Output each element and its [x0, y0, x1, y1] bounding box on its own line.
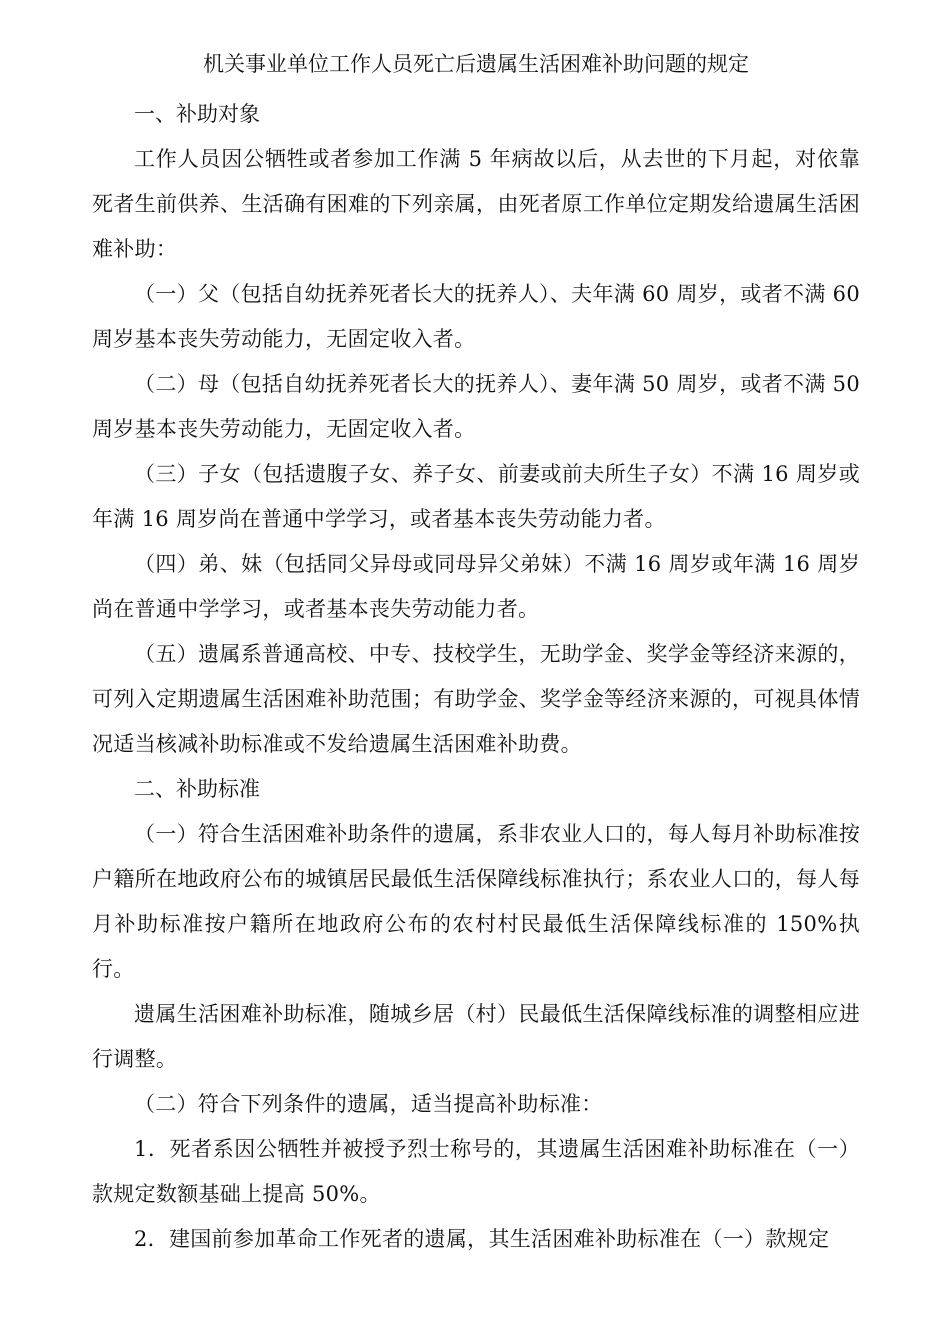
- section-heading-recipients: 一、补助对象: [134, 102, 260, 126]
- paragraph-item-5: （五）遗属系普通高校、中专、技校学生，无助学金、奖学金等经济来源的，可列入定期遗属生活困难补助范围；有助学金、奖学金等经济来源的，可视具体情况适当核减补助标准或不发给遗属生活困难补助费。: [92, 642, 860, 756]
- paragraph-standard-1: （一）符合生活困难补助条件的遗属，系非农业人口的，每人每月补助标准按户籍所在地政府公布的城镇居民最低生活保障线标准执行；系农业人口的，每人每月补助标准按户籍所在地政府公布的农村村民最低生活保障线标准的 150%执行。: [92, 822, 860, 981]
- paragraph-standard-2-2: 2．建国前参加革命工作死者的遗属，其生活困难补助标准在（一）款规定: [134, 1227, 830, 1251]
- paragraph-item-4: （四）弟、妹（包括同父异母或同母异父弟妹）不满 16 周岁或年满 16 周岁尚在普通中学学习，或者基本丧失劳动能力者。: [92, 552, 860, 621]
- paragraph-item-3: （三）子女（包括遗腹子女、养子女、前妻或前夫所生子女）不满 16 周岁或年满 16 周岁尚在普通中学学习，或者基本丧失劳动能力者。: [92, 462, 860, 531]
- paragraph-standard-2-1: 1．死者系因公牺牲并被授予烈士称号的，其遗属生活困难补助标准在（一）款规定数额基础上提高 50%。: [92, 1137, 860, 1206]
- paragraph-standard-2: （二）符合下列条件的遗属，适当提高补助标准：: [134, 1092, 603, 1116]
- paragraph-item-1: （一）父（包括自幼抚养死者长大的抚养人）、夫年满 60 周岁，或者不满 60 周岁基本丧失劳动能力，无固定收入者。: [92, 282, 860, 351]
- paragraph-intro: 工作人员因公牺牲或者参加工作满 5 年病故以后，从去世的下月起，对依靠死者生前供养、生活确有困难的下列亲属，由死者原工作单位定期发给遗属生活困难补助：: [92, 147, 860, 261]
- paragraph-item-2: （二）母（包括自幼抚养死者长大的抚养人）、妻年满 50 周岁，或者不满 50 周岁基本丧失劳动能力，无固定收入者。: [92, 372, 860, 441]
- section-heading-standards: 二、补助标准: [134, 777, 260, 801]
- document-title: 机关事业单位工作人员死亡后遗属生活困难补助问题的规定: [203, 52, 749, 76]
- document-page: [92, 44, 860, 1262]
- paragraph-standard-adjust: 遗属生活困难补助标准，随城乡居（村）民最低生活保障线标准的调整相应进行调整。: [92, 1002, 860, 1071]
